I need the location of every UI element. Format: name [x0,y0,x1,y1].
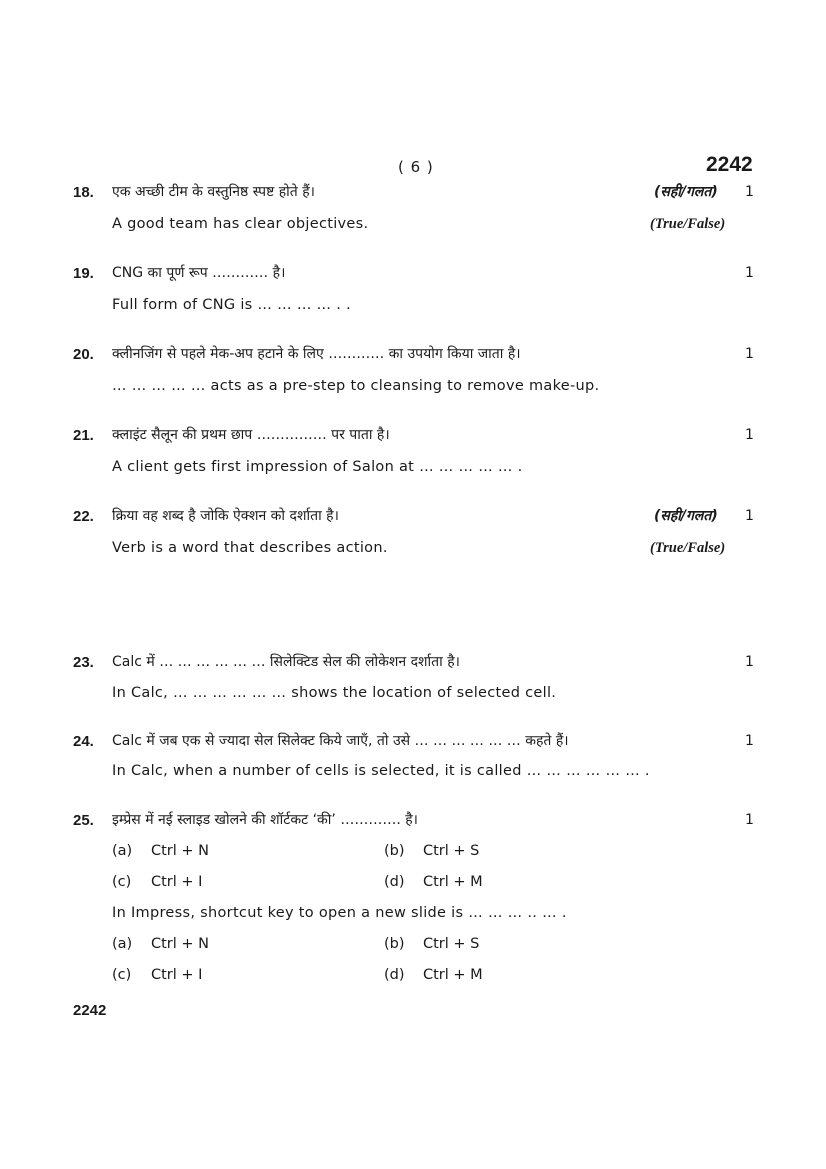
marks: 1 [745,265,754,281]
question-number: 23. [73,654,94,671]
option-label: (c) [112,874,132,890]
question-text-english: A client gets first impression of Salon at … … … … … . [112,459,523,475]
question-text-hindi: क्लाइंट सैलून की प्रथम छाप …………… पर पाता है। [112,427,390,443]
marks: 1 [745,733,754,749]
question-number: 25. [73,812,94,829]
option-text: Ctrl + S [423,936,480,952]
option-text: Ctrl + M [423,874,483,890]
question-text-english: Full form of CNG is … … … … . . [112,297,351,313]
question-number: 24. [73,733,94,750]
true-false-english: (True/False) [650,540,726,556]
option-label: (b) [384,843,405,859]
marks: 1 [745,508,754,524]
true-false-hindi: (सही/गलत) [654,184,718,200]
option-label: (c) [112,967,132,983]
option-text: Ctrl + I [151,874,203,890]
option-text: Ctrl + I [151,967,203,983]
option-label: (d) [384,874,405,890]
option-text: Ctrl + N [151,843,210,859]
option-label: (b) [384,936,405,952]
question-text-hindi: Calc में जब एक से ज्यादा सेल सिलेक्ट किये जाएँ, तो उसे … … … … … … कहते हैं। [112,733,569,749]
marks: 1 [745,427,754,443]
question-text-english: In Calc, … … … … … … shows the location of selected cell. [112,685,557,701]
question-text-hindi: क्रिया वह शब्द है जोकि ऐक्शन को दर्शाता है। [112,508,339,524]
question-text-hindi: एक अच्छी टीम के वस्तुनिष्ठ स्पष्ट होते हैं। [112,184,315,200]
question-number: 21. [73,427,94,444]
marks: 1 [745,184,754,200]
marks: 1 [745,654,754,670]
question-text-english: A good team has clear objectives. [112,216,369,232]
true-false-english: (True/False) [650,216,726,232]
marks: 1 [745,346,754,362]
question-text-english: Verb is a word that describes action. [112,540,388,556]
question-number: 19. [73,265,94,282]
marks: 1 [745,812,754,828]
question-number: 20. [73,346,94,363]
question-text-english: In Impress, shortcut key to open a new slide is … … … .. … . [112,905,567,921]
question-text-hindi: क्लीनजिंग से पहले मेक-अप हटाने के लिए ………… का उपयोग किया जाता है। [112,346,521,362]
option-text: Ctrl + M [423,967,483,983]
paper-code-footer: 2242 [73,1002,107,1019]
question-text-hindi: CNG का पूर्ण रूप ………… है। [112,265,286,281]
question-text-english: In Calc, when a number of cells is selected, it is called … … … … … … . [112,763,650,779]
option-text: Ctrl + N [151,936,210,952]
paper-code-header: 2242 [706,153,753,176]
option-label: (a) [112,936,133,952]
page-number: ( 6 ) [398,158,434,176]
option-text: Ctrl + S [423,843,480,859]
question-text-hindi: Calc में … … … … … … सिलेक्टिड सेल की लोकेशन दर्शाता है। [112,654,460,670]
option-label: (d) [384,967,405,983]
true-false-hindi: (सही/गलत) [654,508,718,524]
question-text-english: … … … … … acts as a pre-step to cleansing to remove make-up. [112,378,600,394]
question-text-hindi: इम्प्रेस में नई स्लाइड खोलने की शॉर्टकट ‘की’ …………. है। [112,812,418,828]
option-label: (a) [112,843,133,859]
question-number: 22. [73,508,94,525]
question-number: 18. [73,184,94,201]
